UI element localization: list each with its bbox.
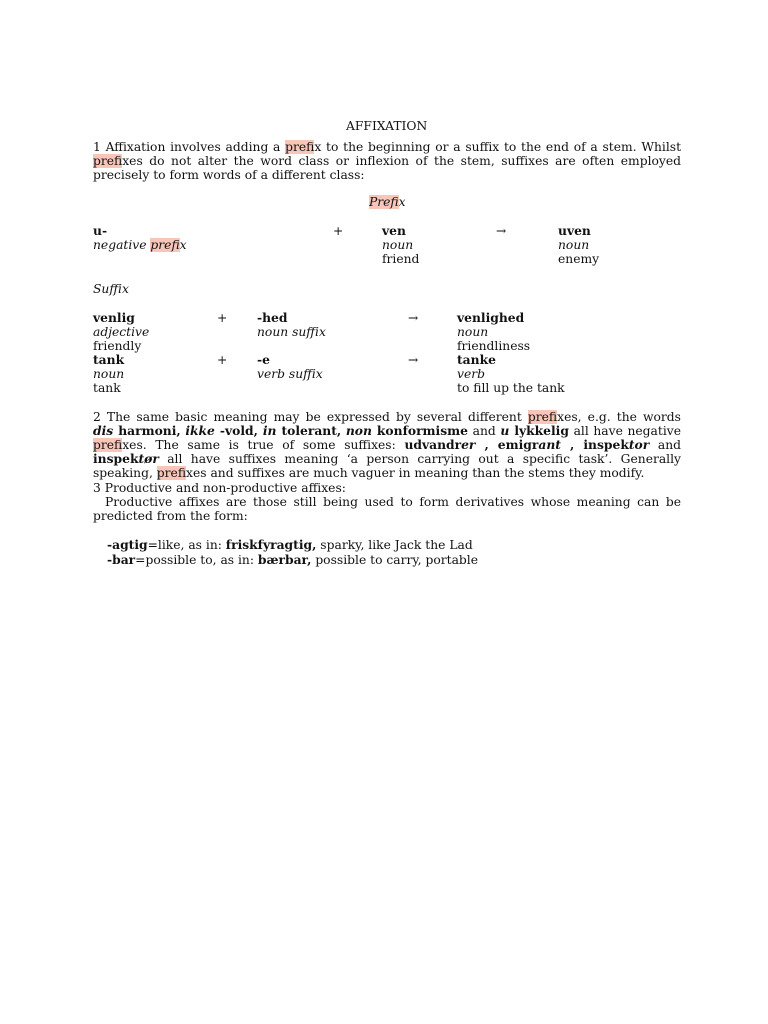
p2-tor: tor bbox=[628, 437, 650, 452]
prefix-gloss-a: negative bbox=[93, 238, 151, 252]
suffix-row-2-suffix: -e bbox=[257, 352, 270, 367]
prefix-heading bbox=[369, 195, 406, 209]
prefix-result-meaning: enemy bbox=[558, 252, 600, 266]
p2-udvandr: udvandr bbox=[404, 437, 462, 452]
paragraph-2 bbox=[93, 410, 681, 480]
prefix-base-word: ven bbox=[382, 223, 406, 238]
p2-text-3: all have negative bbox=[568, 424, 681, 438]
p2-comma-1: , bbox=[475, 437, 498, 452]
p2-text-6: xes and suffixes are much vaguer in meaning than the stems they modify. bbox=[186, 466, 645, 480]
prefix-heading-highlight: Prefi bbox=[369, 195, 399, 209]
prefix-base-class: noun bbox=[382, 238, 414, 252]
p1-text-c: xes do not alter the word class or inflexion of the stem, suffixes are often employed precisely to form words of a different class: bbox=[93, 154, 681, 182]
suffix-row-2-base-class: noun bbox=[93, 367, 125, 381]
suffix-row-1-suffix: -hed bbox=[257, 310, 288, 325]
section-3-heading: 3 Productive and non-productive affixes: bbox=[93, 481, 346, 495]
p2-konformisme: konformisme bbox=[371, 423, 468, 438]
suffix-row-1-base-meaning: friendly bbox=[93, 339, 142, 353]
prefix-gloss-highlight: prefi bbox=[150, 238, 180, 252]
example-agtig-word: friskfyragtig, bbox=[225, 537, 317, 552]
suffix-row-2-suffix-desc: verb suffix bbox=[257, 367, 323, 381]
p2-inspek-1: inspek bbox=[583, 437, 629, 452]
suffix-row-1-result-class: noun bbox=[457, 325, 489, 339]
p2-and-2: and bbox=[649, 438, 682, 452]
suffix-heading: Suffix bbox=[93, 282, 129, 296]
p2-comma-2: , bbox=[560, 437, 584, 452]
prefix-gloss-b: x bbox=[179, 238, 187, 252]
prefix-base-meaning: friend bbox=[382, 252, 420, 266]
p2-ikke: ikke bbox=[185, 423, 215, 438]
p2-dis: dis bbox=[93, 423, 114, 438]
suffix-row-2-result: tanke bbox=[457, 352, 496, 367]
suffix-row-2-arrow: → bbox=[408, 353, 419, 367]
prefix-arrow: → bbox=[496, 224, 507, 238]
suffix-row-1-base: venlig bbox=[93, 310, 135, 325]
example-bar bbox=[107, 553, 478, 567]
p2-highlight-b: prefi bbox=[93, 438, 123, 452]
p2-and-1: and bbox=[468, 424, 501, 438]
p2-ant: ant bbox=[538, 437, 561, 452]
prefix-gloss bbox=[93, 238, 187, 252]
suffix-row-1-result: venlighed bbox=[457, 310, 525, 325]
p2-highlight-a: prefi bbox=[527, 410, 558, 424]
p2-u: u bbox=[500, 423, 510, 438]
p1-text-a: 1 Affixation involves adding a bbox=[93, 140, 286, 154]
p2-text-5: all have suffixes meaning ‘a person carrying out a specific task’. Generally speaking, bbox=[93, 452, 681, 480]
p2-harmoni: harmoni, bbox=[113, 423, 181, 438]
p2-non: non bbox=[345, 423, 372, 438]
p2-tolerant: tolerant, bbox=[276, 423, 342, 438]
prefix-heading-rest: x bbox=[398, 195, 406, 209]
example-agtig-affix: -agtig bbox=[107, 537, 148, 552]
p2-inspek-2: inspek bbox=[93, 451, 139, 466]
suffix-row-1-result-meaning: friendliness bbox=[457, 339, 531, 353]
p2-emigr: emigr bbox=[497, 437, 539, 452]
suffix-row-1-plus: + bbox=[217, 311, 228, 325]
prefix-result-word: uven bbox=[558, 223, 591, 238]
page-title: AFFIXATION bbox=[346, 119, 428, 133]
suffix-row-1-base-class: adjective bbox=[93, 325, 150, 339]
prefix-word: u- bbox=[93, 223, 108, 238]
paragraph-1 bbox=[93, 140, 681, 182]
p2-er: er bbox=[461, 437, 476, 452]
suffix-row-1-arrow: → bbox=[408, 311, 419, 325]
suffix-row-2-base: tank bbox=[93, 352, 125, 367]
p2-vold: -vold, bbox=[214, 423, 263, 438]
suffix-row-2-result-class: verb bbox=[457, 367, 485, 381]
section-3-body: Productive affixes are those still being used to form derivatives whose meaning can be predicted from the form: bbox=[93, 495, 681, 523]
example-bar-word: bærbar, bbox=[257, 552, 312, 567]
example-agtig-text-b: sparky, like Jack the Lad bbox=[316, 538, 473, 552]
p1-text-b: x to the beginning or a suffix to the end of a stem. Whilst bbox=[314, 140, 682, 154]
example-bar-text-a: =possible to, as in: bbox=[135, 553, 258, 567]
p1-highlight-2: prefi bbox=[93, 154, 123, 168]
prefix-result-class: noun bbox=[558, 238, 590, 252]
suffix-row-2-result-meaning: to fill up the tank bbox=[457, 381, 565, 395]
example-agtig-text-a: =like, as in: bbox=[147, 538, 226, 552]
p1-highlight-1: prefi bbox=[285, 140, 315, 154]
example-agtig bbox=[107, 538, 473, 552]
p2-lykkelig: lykkelig bbox=[509, 423, 569, 438]
suffix-row-2-plus: + bbox=[217, 353, 228, 367]
p2-text-2: xes, e.g. the words bbox=[557, 410, 681, 424]
example-bar-text-b: possible to carry, portable bbox=[311, 553, 479, 567]
p2-in: in bbox=[262, 423, 277, 438]
suffix-row-2-base-meaning: tank bbox=[93, 381, 121, 395]
prefix-plus: + bbox=[333, 224, 344, 238]
example-bar-affix: -bar bbox=[107, 552, 136, 567]
suffix-row-1-suffix-desc: noun suffix bbox=[257, 325, 326, 339]
p2-text-4: xes. The same is true of some suffixes: bbox=[122, 438, 405, 452]
p2-text-1: 2 The same basic meaning may be expressed by several different bbox=[93, 410, 528, 424]
p2-toer: tør bbox=[138, 451, 159, 466]
p2-highlight-c: prefi bbox=[156, 466, 187, 480]
